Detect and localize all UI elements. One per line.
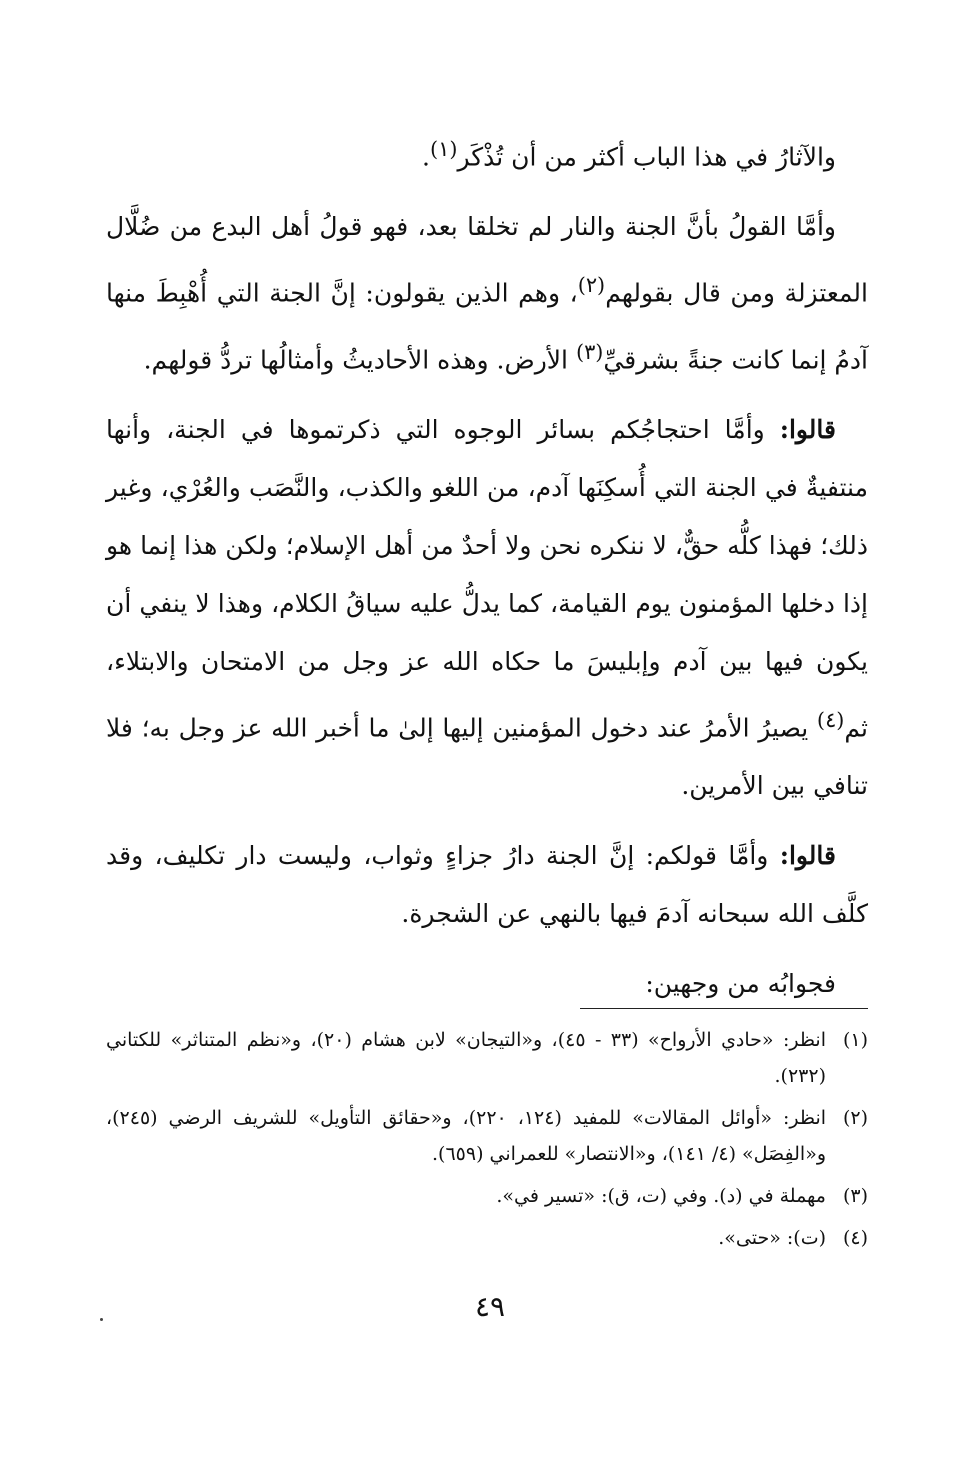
footnote-ref-1: (١): [429, 137, 458, 161]
footnote-1-number: (١): [842, 1029, 868, 1051]
page-number: ٤٩: [474, 1290, 506, 1323]
paragraph-5: [106, 955, 868, 1013]
paragraph-2-text-a: وأمَّا القولُ بأنَّ الجنة والنار لم تخلقا بعد، فهو قولُ أهل البدع من ضُلَّال المعتزلة ومن قال بقولهم: [106, 212, 868, 308]
paragraph-4: [106, 827, 868, 943]
paragraph-2-text-b: ، وهم الذين يقولون: إنَّ الجنة التي أُهْبِطَ منها آدمُ إنما كانت جنةً بشرقيِّ: [106, 278, 868, 374]
footnotes: [106, 1022, 868, 1262]
paragraph-4-lead: قالوا:: [779, 841, 836, 871]
footnote-ref-4: (٤): [816, 707, 845, 732]
footnote-2: [106, 1100, 868, 1172]
paragraph-2: [106, 198, 868, 389]
footnote-4-text: (ت): «حتى».: [718, 1227, 826, 1249]
footnote-4-number: (٤): [842, 1227, 868, 1249]
scan-speck: [100, 1318, 103, 1321]
paragraph-1: [106, 120, 868, 186]
footnote-ref-3: (٣): [575, 339, 604, 364]
footnote-2-text: انظر: «أوائل المقالات» للمفيد (١٢٤، ٢٢٠)، و«حقائق التأويل» للشريف الرضي (٢٤٥)، و«الفِصَل» (٤/ ١٤١)، و«الانتصار» للعمراني (٦٥٩).: [106, 1107, 827, 1165]
paragraph-2-text-c: الأرض. وهذه الأحاديثُ وأمثالُها تردُّ قولهم.: [143, 344, 576, 374]
footnote-ref-2: (٢): [577, 273, 606, 298]
paragraph-3-lead: قالوا:: [779, 414, 836, 444]
footnote-separator: [580, 1008, 868, 1009]
paragraph-3: [106, 401, 868, 815]
footnote-2-number: (٢): [842, 1107, 868, 1129]
paragraph-4-text: وأمَّا قولكم: إنَّ الجنة دارُ جزاءٍ وثواب، وليست دار تكليف، وقد كلَّف الله سبحانه آدمَ فيها بالنهي عن الشجرة.: [106, 841, 868, 929]
footnote-4: [106, 1220, 868, 1256]
footnote-1: [106, 1022, 868, 1094]
paragraph-3-text-a: وأمَّا احتجاجُكم بسائر الوجوه التي ذكرتموها في الجنة، وأنها منتفيةٌ في الجنة التي أُسكِنَها آدم، من اللغو والكذب، والنَّصَب والعُرْي، وغير ذلك؛ فهذا كلُّه حقٌّ، لا ننكره نحن ولا أحدٌ من أهل الإسلام؛ ولكن هذا إنما هو إذا دخلها المؤمنون يوم القيامة، كما يدلُّ عليه سياقُ الكلام، وهذا لا ينفي أن يكون فيها بين آدم وإبليسَ ما حكاه الله عز وجل من الامتحان والابتلاء، ثم: [106, 414, 868, 743]
footnote-3-text: مهملة في (د). وفي (ت، ق): «تسير في».: [496, 1185, 826, 1207]
footnote-3-number: (٣): [842, 1185, 868, 1207]
footnote-3: [106, 1178, 868, 1214]
paragraph-3-text-b: يصيرُ الأمرُ عند دخول المؤمنين إليها إلىٰ ما أخبر الله عز وجل به؛ فلا تنافي بين الأمرين.: [106, 713, 868, 801]
footnote-1-text: انظر: «حادي الأرواح» (٣٣ - ٤٥)، و«التيجان» لابن هشام (٢٠)، و«نظم المتناثر» للكتاني (٢٣٢).: [106, 1029, 827, 1087]
paragraph-1-text: والآثارُ في هذا الباب أكثر من أن تُذْكَر: [457, 142, 836, 172]
paragraph-1-end: .: [422, 142, 430, 172]
paragraph-5-text: فجوابُه من وجهين:: [645, 969, 836, 999]
main-text: [106, 120, 868, 1025]
